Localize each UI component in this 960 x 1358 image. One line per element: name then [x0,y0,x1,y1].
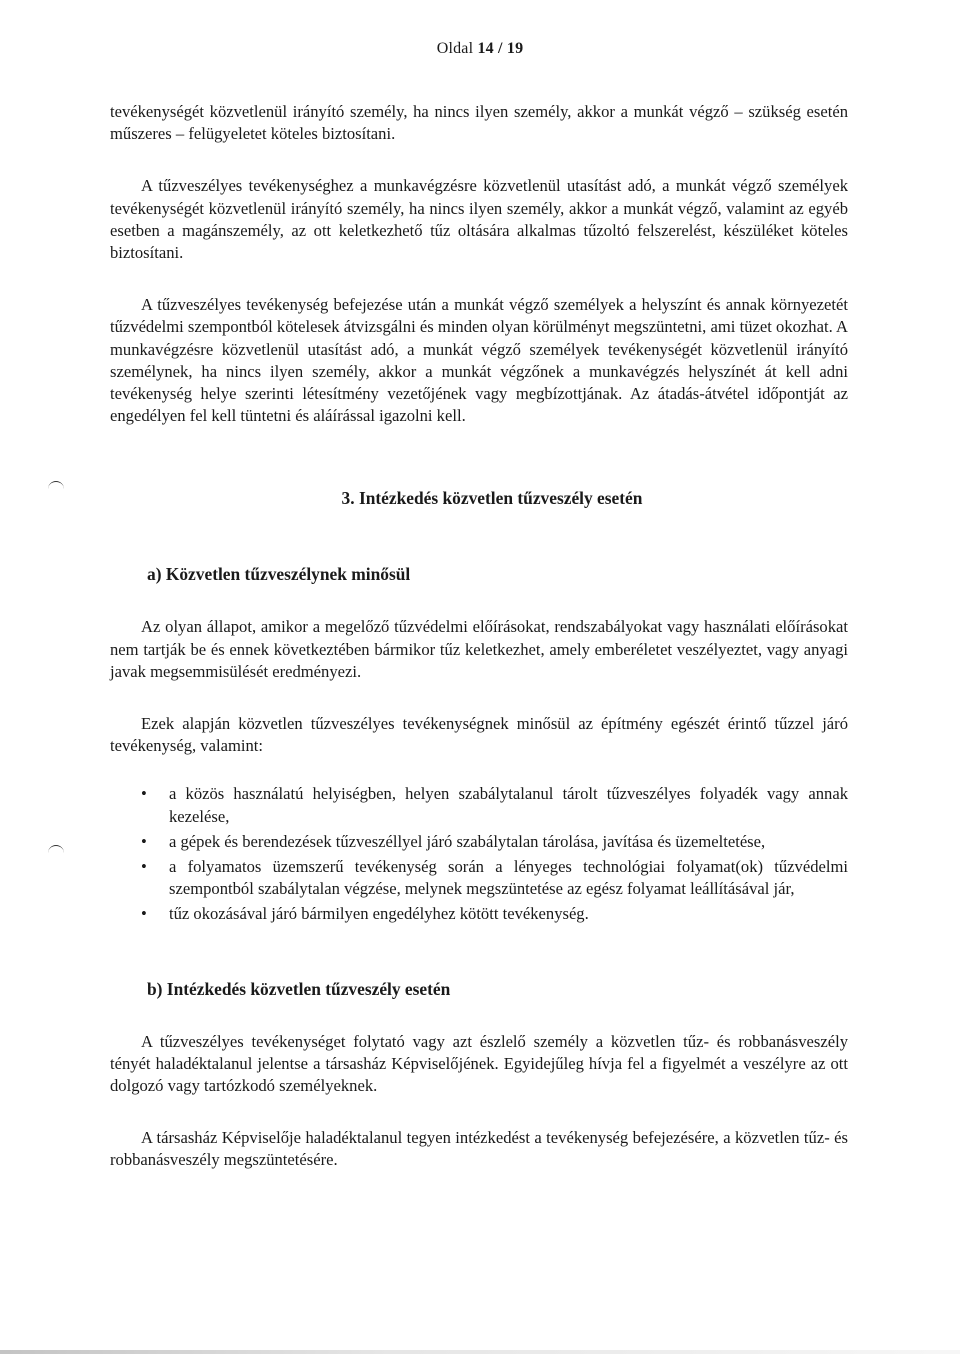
page-number-total: 19 [506,40,524,57]
list-item [110,856,848,900]
page-number-prefix: Oldal [436,40,478,57]
list-item-text: a közös használatú helyiségben, helyen szabálytalanul tárolt tűzveszélyes folyadék vagy annak kezelése, [169,784,848,826]
paragraph-report-danger: A tűzveszélyes tevékenységet folytató vagy azt észlelő személy a közvetlen tűz- és robbanásveszély tényét haladéktalanul jelentse a társasház Képviselőjének. Egyidejűleg hívja fel a figyelmét a veszélyre az ott dolgozó vagy tartózkodó személyeknek. [110,1031,848,1096]
margin-pen-mark [48,481,64,492]
list-item-text: tűz okozásával járó bármilyen engedélyhez kötött tevékenység. [169,904,589,924]
list-item-text: a gépek és berendezések tűzveszéllyel járó szabálytalan tárolása, javítása és üzemeltetése, [169,831,766,851]
margin-pen-mark [48,845,64,856]
scan-edge-strip [0,1350,960,1354]
subsection-a-heading: a) Közvetlen tűzveszélynek minősül [147,564,411,585]
subsection-b-heading: b) Intézkedés közvetlen tűzveszély esetén [147,978,451,999]
page-number-current: 14 [477,40,494,57]
page-number-separator: / [493,40,507,57]
page-number [0,40,960,58]
paragraph-fire-equipment: A tűzveszélyes tevékenységhez a munkavégzésre közvetlenül utasítást adó, a munkát végző személyek tevékenységét közvetlenül irányító személy, ha nincs ilyen személy, akkor a munkát végző, valamint az egyéb esetben a magánszemély, az ott keletkezhető tűz oltására alkalmas tűzoltó felszerelést, készüléket köteles biztosítani. [110,176,848,263]
list-item [110,783,848,827]
list-item [110,903,848,925]
bullet-icon: • [141,857,147,877]
paragraph-after-completion: A tűzveszélyes tevékenység befejezése után a munkát végző személyek a helyszínt és annak környezetét tűzvédelmi szempontból kötelesek átvizsgálni és minden olyan körülményt megszüntetni, ami tüzet okozhat. A munkavégzésre közvetlenül utasítást adó, a munkát végző személyek tevékenységét közvetlenül irányító személynek, ha nincs ilyen személy, akkor a munkát végzőnek a munkavégzés helyszínét át kell adni tevékenység helye szerinti létesítmény vezetőjének vagy megbízottjának. Az átadás-átvétel időpontját az engedélyen fel kell tüntetni és aláírással igazolni kell. [110,295,848,426]
paragraph-representative-action: A társasház Képviselője haladéktalanul tegyen intézkedést a tevékenység befejezésére, a közvetlen tűz- és robbanásveszély megszüntetésére. [110,1128,848,1170]
document-body [110,101,848,1172]
bullet-icon: • [141,831,147,851]
paragraph-definition: Az olyan állapot, amikor a megelőző tűzvédelmi előírásokat, rendszabályokat vagy használati előírásokat nem tartják be és ennek következtében bármikor tűz keletkezhet, amely emberéletet veszélyeztet, vagy anyagi javak megsemmisülését eredményezi. [110,617,848,681]
paragraph-activities-intro: Ezek alapján közvetlen tűzveszélyes tevékenységnek minősül az építmény egészét érintő tűzzel járó tevékenység, valamint: [110,714,848,756]
paragraph-continuation: tevékenységét közvetlenül irányító személy, ha nincs ilyen személy, akkor a munkát végző – szükség esetén műszeres – felügyeletet köteles biztosítani. [110,102,848,144]
list-item [110,831,848,853]
bullet-icon: • [141,904,147,924]
section-heading: 3. Intézkedés közvetlen tűzveszély esetén [341,488,643,509]
bullet-icon: • [141,784,147,804]
list-item-text: a folyamatos üzemszerű tevékenység során a lényeges technológiai folyamat(ok) tűzvédelmi szempontból szabálytalan végzése, melynek megszüntetése az egész folyamat leállításával jár, [169,857,848,899]
activity-bullet-list [110,783,848,925]
